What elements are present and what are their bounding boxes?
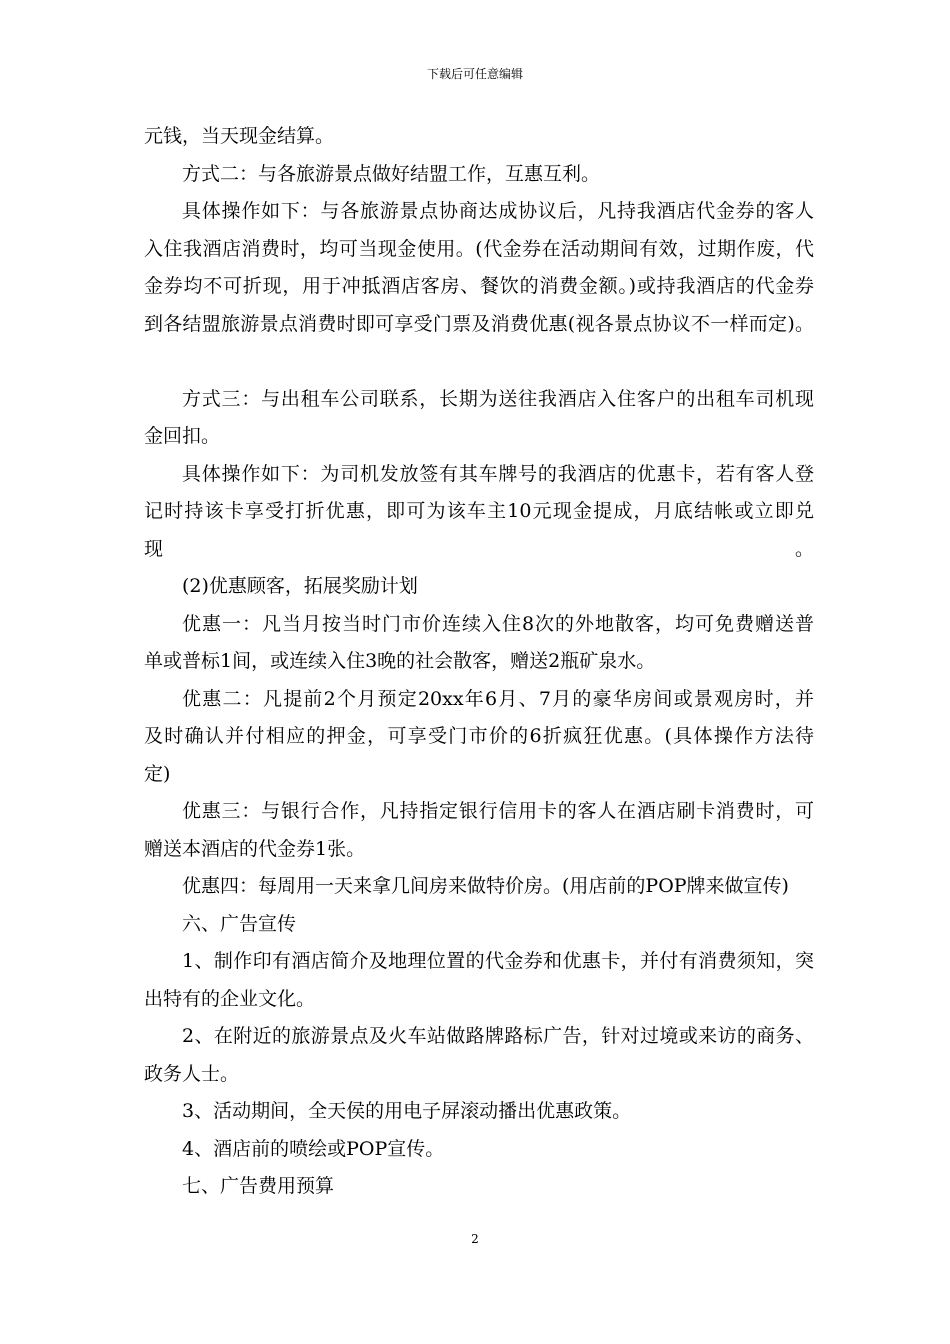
- paragraph-line: 政务人士。: [144, 1062, 240, 1085]
- section-heading: 七、广告费用预算: [182, 1175, 335, 1197]
- paragraph-line: 优惠三：与银行合作，凡持指定银行信用卡的客人在酒店刷卡消费时，可: [182, 800, 814, 822]
- paragraph-line: 定): [144, 762, 171, 785]
- paragraph-line: 1、制作印有酒店简介及地理位置的代金券和优惠卡，并付有消费须知，突: [182, 950, 814, 972]
- paragraph-line: 记时持该卡享受打折优惠，即可为该车主10元现金提成，月底结帐或立即兑现。: [144, 500, 814, 560]
- paragraph-line: 到各结盟旅游景点消费时即可享受门票及消费优惠(视各景点协议不一样而定)。: [144, 312, 814, 335]
- paragraph-line: 赠送本酒店的代金券1张。: [144, 837, 366, 860]
- paragraph-line: 单或普标1间，或连续入住3晚的社会散客，赠送2瓶矿泉水。: [144, 650, 656, 672]
- paragraph-line: 优惠四：每周用一天来拿几间房来做特价房。(用店前的POP牌来做宣传): [182, 875, 789, 897]
- paragraph-line: 金券均不可折现，用于冲抵酒店客房、餐饮的消费金额。)或持我酒店的代金券: [144, 275, 814, 297]
- paragraph-line: 方式三：与出租车公司联系，长期为送往我酒店入住客户的出租车司机现: [182, 387, 814, 410]
- paragraph-line: 及时确认并付相应的押金，可享受门市价的6折疯狂优惠。(具体操作方法待: [144, 725, 814, 747]
- paragraph-line: 元钱，当天现金结算。: [144, 125, 335, 147]
- paragraph-spacer: [144, 343, 814, 381]
- paragraph-line: 4、酒店前的喷绘或POP宣传。: [182, 1137, 445, 1160]
- page-number: 2: [471, 1232, 479, 1246]
- paragraph-line: 优惠一：凡当月按当时门市价连续入住8次的外地散客，均可免费赠送普: [182, 612, 814, 635]
- paragraph-line: 2、在附近的旅游景点及火车站做路牌路标广告，针对过境或来访的商务、: [182, 1025, 814, 1047]
- section-subheading: (2)优惠顾客，拓展奖励计划: [182, 575, 418, 597]
- paragraph-line: 具体操作如下：为司机发放签有其车牌号的我酒店的优惠卡，若有客人登: [182, 462, 814, 485]
- paragraph-line: 具体操作如下：与各旅游景点协商达成协议后，凡持我酒店代金券的客人: [182, 200, 814, 222]
- section-heading: 六、广告宣传: [182, 912, 297, 935]
- page-header: 下载后可任意编辑: [426, 67, 523, 81]
- paragraph-line: 3、活动期间，全天侯的用电子屏滚动播出优惠政策。: [182, 1100, 632, 1122]
- paragraph-line: 入住我酒店消费时，均可当现金使用。(代金券在活动期间有效，过期作废，代: [144, 237, 814, 260]
- paragraph-line: 金回扣。: [144, 425, 221, 447]
- paragraph-line: 优惠二：凡提前2个月预定20xx年6月、7月的豪华房间或景观房时，并: [182, 687, 814, 710]
- paragraph-line: 出特有的企业文化。: [144, 987, 316, 1010]
- document-body: [144, 118, 814, 1206]
- paragraph-line: 方式二：与各旅游景点做好结盟工作，互惠互利。: [182, 162, 601, 185]
